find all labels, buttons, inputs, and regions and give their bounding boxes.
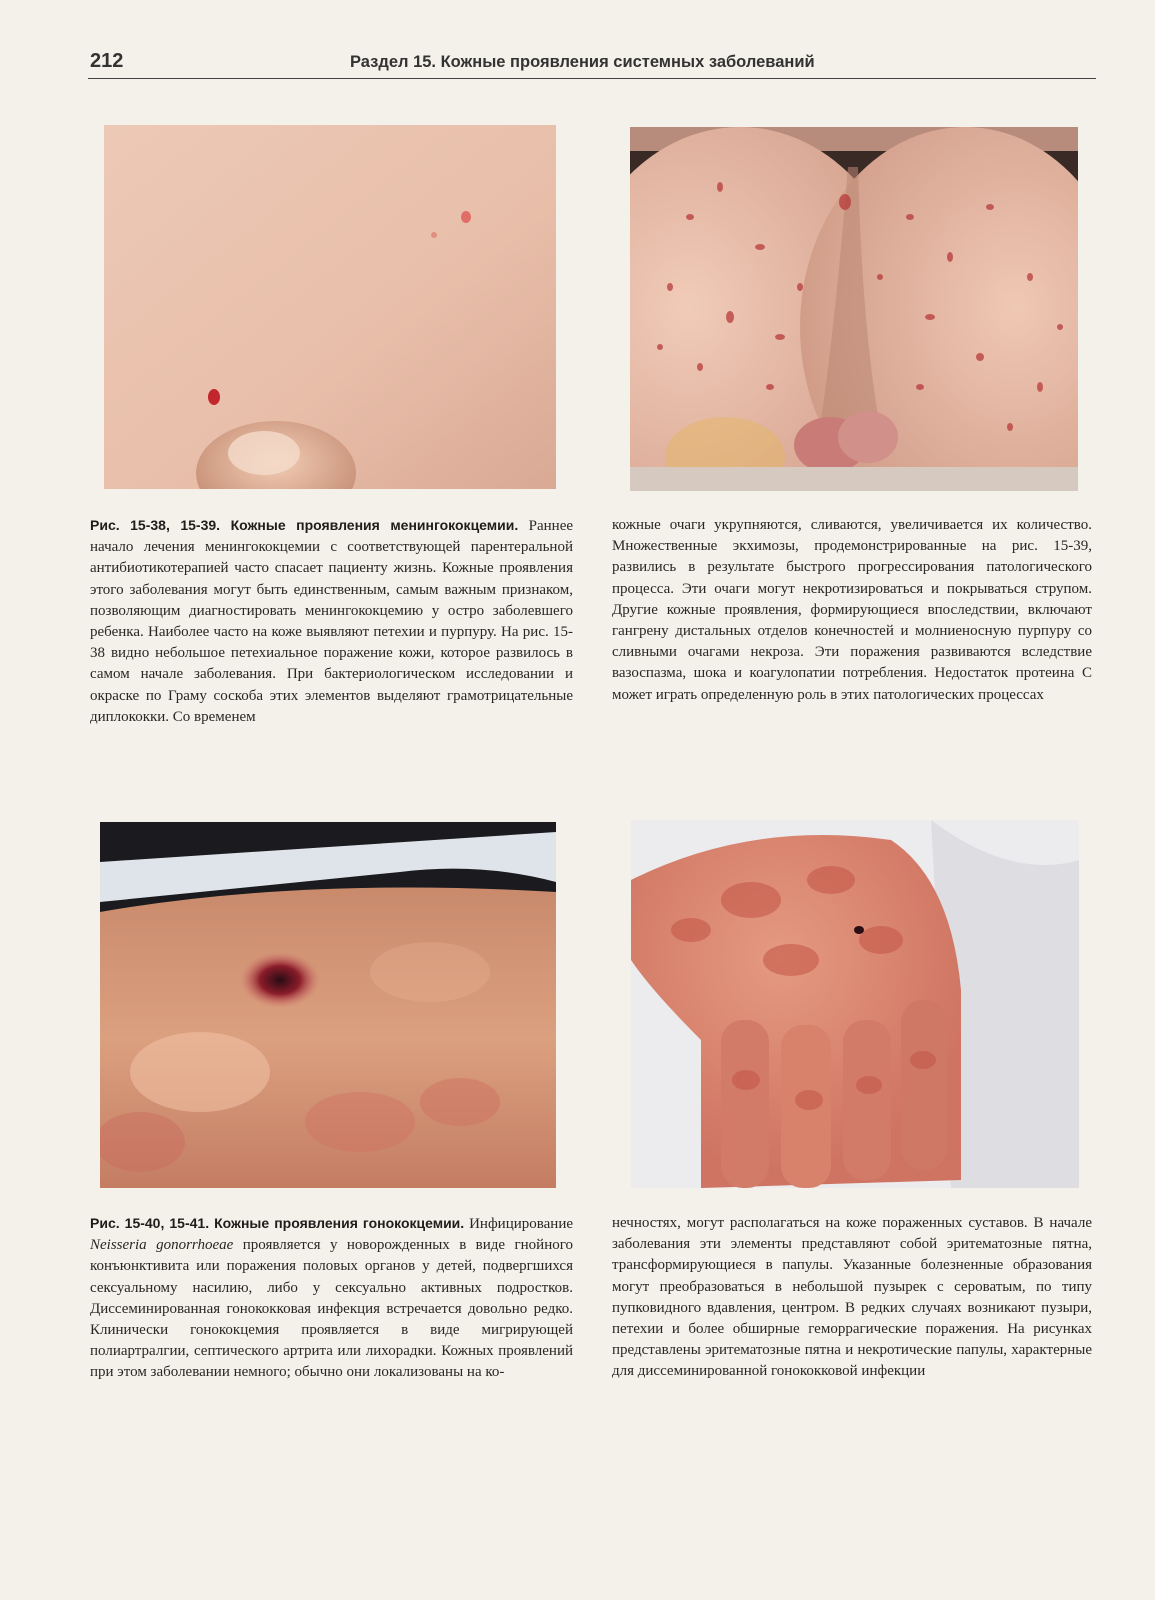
- caption-figure-15-40-41-right: [612, 1213, 1092, 1383]
- caption-body: Раннее начало лечения менингококцемии с соответствующей парентеральной антибиотикотерапией часто спасает пациенту жизнь. Кожные проявления этого заболевания могут быть единственным, самым важным признаком, позволяющим диагностировать менингококцемию у остро заболевшего ребенка. Наиболее часто на коже выявляют петехии и пурпуру. На рис. 15-38 видно небольшое петехиальное поражение кожи, которое развилось в самом начале заболевания. При бактериологическом исследовании и окраске по Граму соскоба этих элементов выделяют грамотрицательные диплококки. Со временем: [90, 518, 574, 725]
- caption-title-15-40-41: Рис. 15-40, 15-41. Кожные проявления гонококцемии.: [90, 1215, 465, 1231]
- photo-15-39-ecchymoses: [630, 127, 1078, 491]
- caption-body-continued: кожные очаги укрупняются, сливаются, увеличивается их количество. Множественные экхимозы, продемонстрированные на рис. 15-39, развились в результате быстрого прогрессирования патологического процесса. Эти очаги могут некротизироваться и покрываться струпом. Другие кожные проявления, формирующиеся впоследствии, включают гангрену дистальных отделов конечностей и молниеносную пурпуру со сливными очагами некроза. Эти поражения развиваются вследствие вазоспазма, шока и коагулопатии потребления. Недостаток протеина С может играть определенную роль в этих патологических процессах: [612, 517, 1092, 703]
- caption-figure-15-40-41-left: [90, 1213, 573, 1384]
- caption-figure-15-38-39-left: [90, 515, 573, 728]
- photo-15-38-petechiae: [104, 125, 556, 489]
- photo-15-41-palm-macules: [631, 820, 1079, 1188]
- caption-body-b: проявляется у новорожденных в виде гнойного конъюнктивита или поражения половых органов у детей, подвергшихся сексуальному насилию, либо у сексуально активных подростков. Диссеминированная гонококковая инфекция встречается довольно редко. Клинически гонококцемия проявляется в виде мигрирующей полиартралгии, септического артрита или лихорадки. Кожных проявлений при этом заболевании немного; обычно они локализованы на ко-: [90, 1237, 574, 1381]
- caption-organism-name: Neisseria gonorrhoeae: [90, 1237, 234, 1254]
- header-rule: [88, 78, 1096, 79]
- photo-15-40-necrotic-papule: [100, 822, 556, 1188]
- caption-title-15-38-39: Рис. 15-38, 15-39. Кожные проявления менингококцемии.: [90, 517, 519, 533]
- page-number: 212: [90, 50, 124, 72]
- caption-figure-15-38-39-right: [612, 515, 1092, 706]
- caption-body-continued: нечностях, могут располагаться на коже пораженных суставов. В начале заболевания эти элементы представляют собой эритематозные пятна, трансформирующиеся в папулы. Указанные болезненные образования могут преобразоваться в небольшой пузырек с сероватым, по типу пупковидного вдавления, центром. В редких случаях возникают пузыри, петехии и более обширные геморрагические поражения. На рисунках представлены эритематозные пятна и некротические папулы, характерные для диссеминированной гонококковой инфекции: [612, 1215, 1092, 1380]
- running-title: Раздел 15. Кожные проявления системных заболеваний: [350, 53, 815, 71]
- caption-body-a: Инфицирование: [469, 1216, 574, 1232]
